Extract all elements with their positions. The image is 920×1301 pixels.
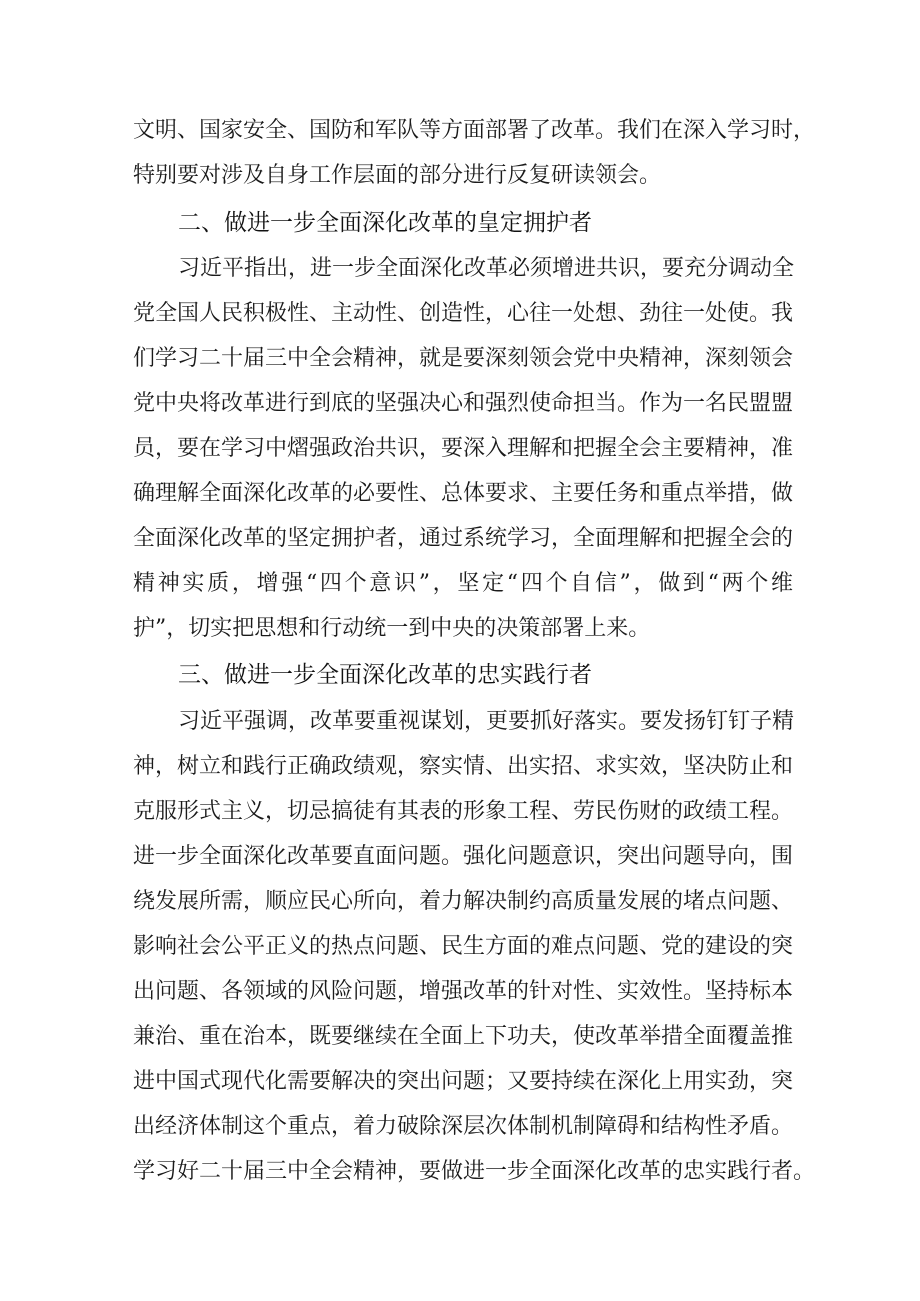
paragraph-line: 们学习二十届三中全会精神，就是要深刻领会党中央精神，深刻领会 <box>133 346 794 371</box>
paragraph-line: 出经济体制这个重点，着力破除深层次体制机制障碍和结构性矛盾。 <box>133 1114 794 1139</box>
paragraph-line: 确理解全面深化改革的必要性、总体要求、主要任务和重点举措，做 <box>133 481 794 506</box>
paragraph-line: 出问题、各领域的风险问题，增强改革的针对性、实效性。坚持标本 <box>133 979 794 1004</box>
section-heading-3: 三、做进一步全面深化改革的忠实践行者 <box>178 662 592 688</box>
paragraph-line: 习近平强调，改革要重视谋划，更要抓好落实。要发扬钉钉子精 <box>178 709 795 734</box>
paragraph-line: 习近平指出，进一步全面深化改革必须增进共识，要充分调动全 <box>178 256 795 281</box>
paragraph-line: 特别要对涉及自身工作层面的部分进行反复研读领会。 <box>133 163 662 188</box>
paragraph-line: 员，要在学习中熠强政治共识，要深入理解和把握全会主要精神，准 <box>133 436 794 461</box>
paragraph-line: 精神实质，增强“四个意识”，坚定“四个自信”，做到“两个维 <box>133 571 793 596</box>
paragraph-line: 护”，切实把思想和行动统一到中央的决策部署上来。 <box>133 616 651 641</box>
paragraph-line: 兼治、重在治本，既要继续在全面上下功夫，使改革举措全面覆盖推 <box>133 1024 794 1049</box>
paragraph-line: 进中国式现代化需要解决的突出问题；又要持续在深化上用实劲，突 <box>133 1069 794 1094</box>
paragraph-line: 文明、国家安全、国防和军队等方面部署了改革。我们在深入学习时， <box>133 118 816 143</box>
section-heading-2: 二、做进一步全面深化改革的皇定拥护者 <box>178 210 592 236</box>
paragraph-line: 全面深化改革的坚定拥护者，通过系统学习，全面理解和把握全会的 <box>133 526 794 551</box>
paragraph-line: 克服形式主义，切忌搞徒有其表的形象工程、劳民伤财的政绩工程。 <box>133 799 794 824</box>
paragraph-line: 党中央将改革进行到底的坚强决心和强烈使命担当。作为一名民盟盟 <box>133 391 794 416</box>
paragraph-line: 学习好二十届三中全会精神，要做进一步全面深化改革的忠实践行者。 <box>133 1159 816 1184</box>
paragraph-line: 绕发展所需，顺应民心所向，着力解决制约高质量发展的堵点问题、 <box>133 889 794 914</box>
paragraph-line: 影响社会公平正义的热点问题、民生方面的难点问题、党的建设的突 <box>133 934 794 959</box>
paragraph-line: 进一步全面深化改革要直面问题。强化问题意识，突出问题导向，围 <box>133 844 794 869</box>
paragraph-line: 党全国人民积极性、主动性、创造性，心往一处想、劲往一处使。我 <box>133 301 794 326</box>
paragraph-line: 神，树立和践行正确政绩观，察实情、出实招、求实效，坚决防止和 <box>133 754 794 779</box>
